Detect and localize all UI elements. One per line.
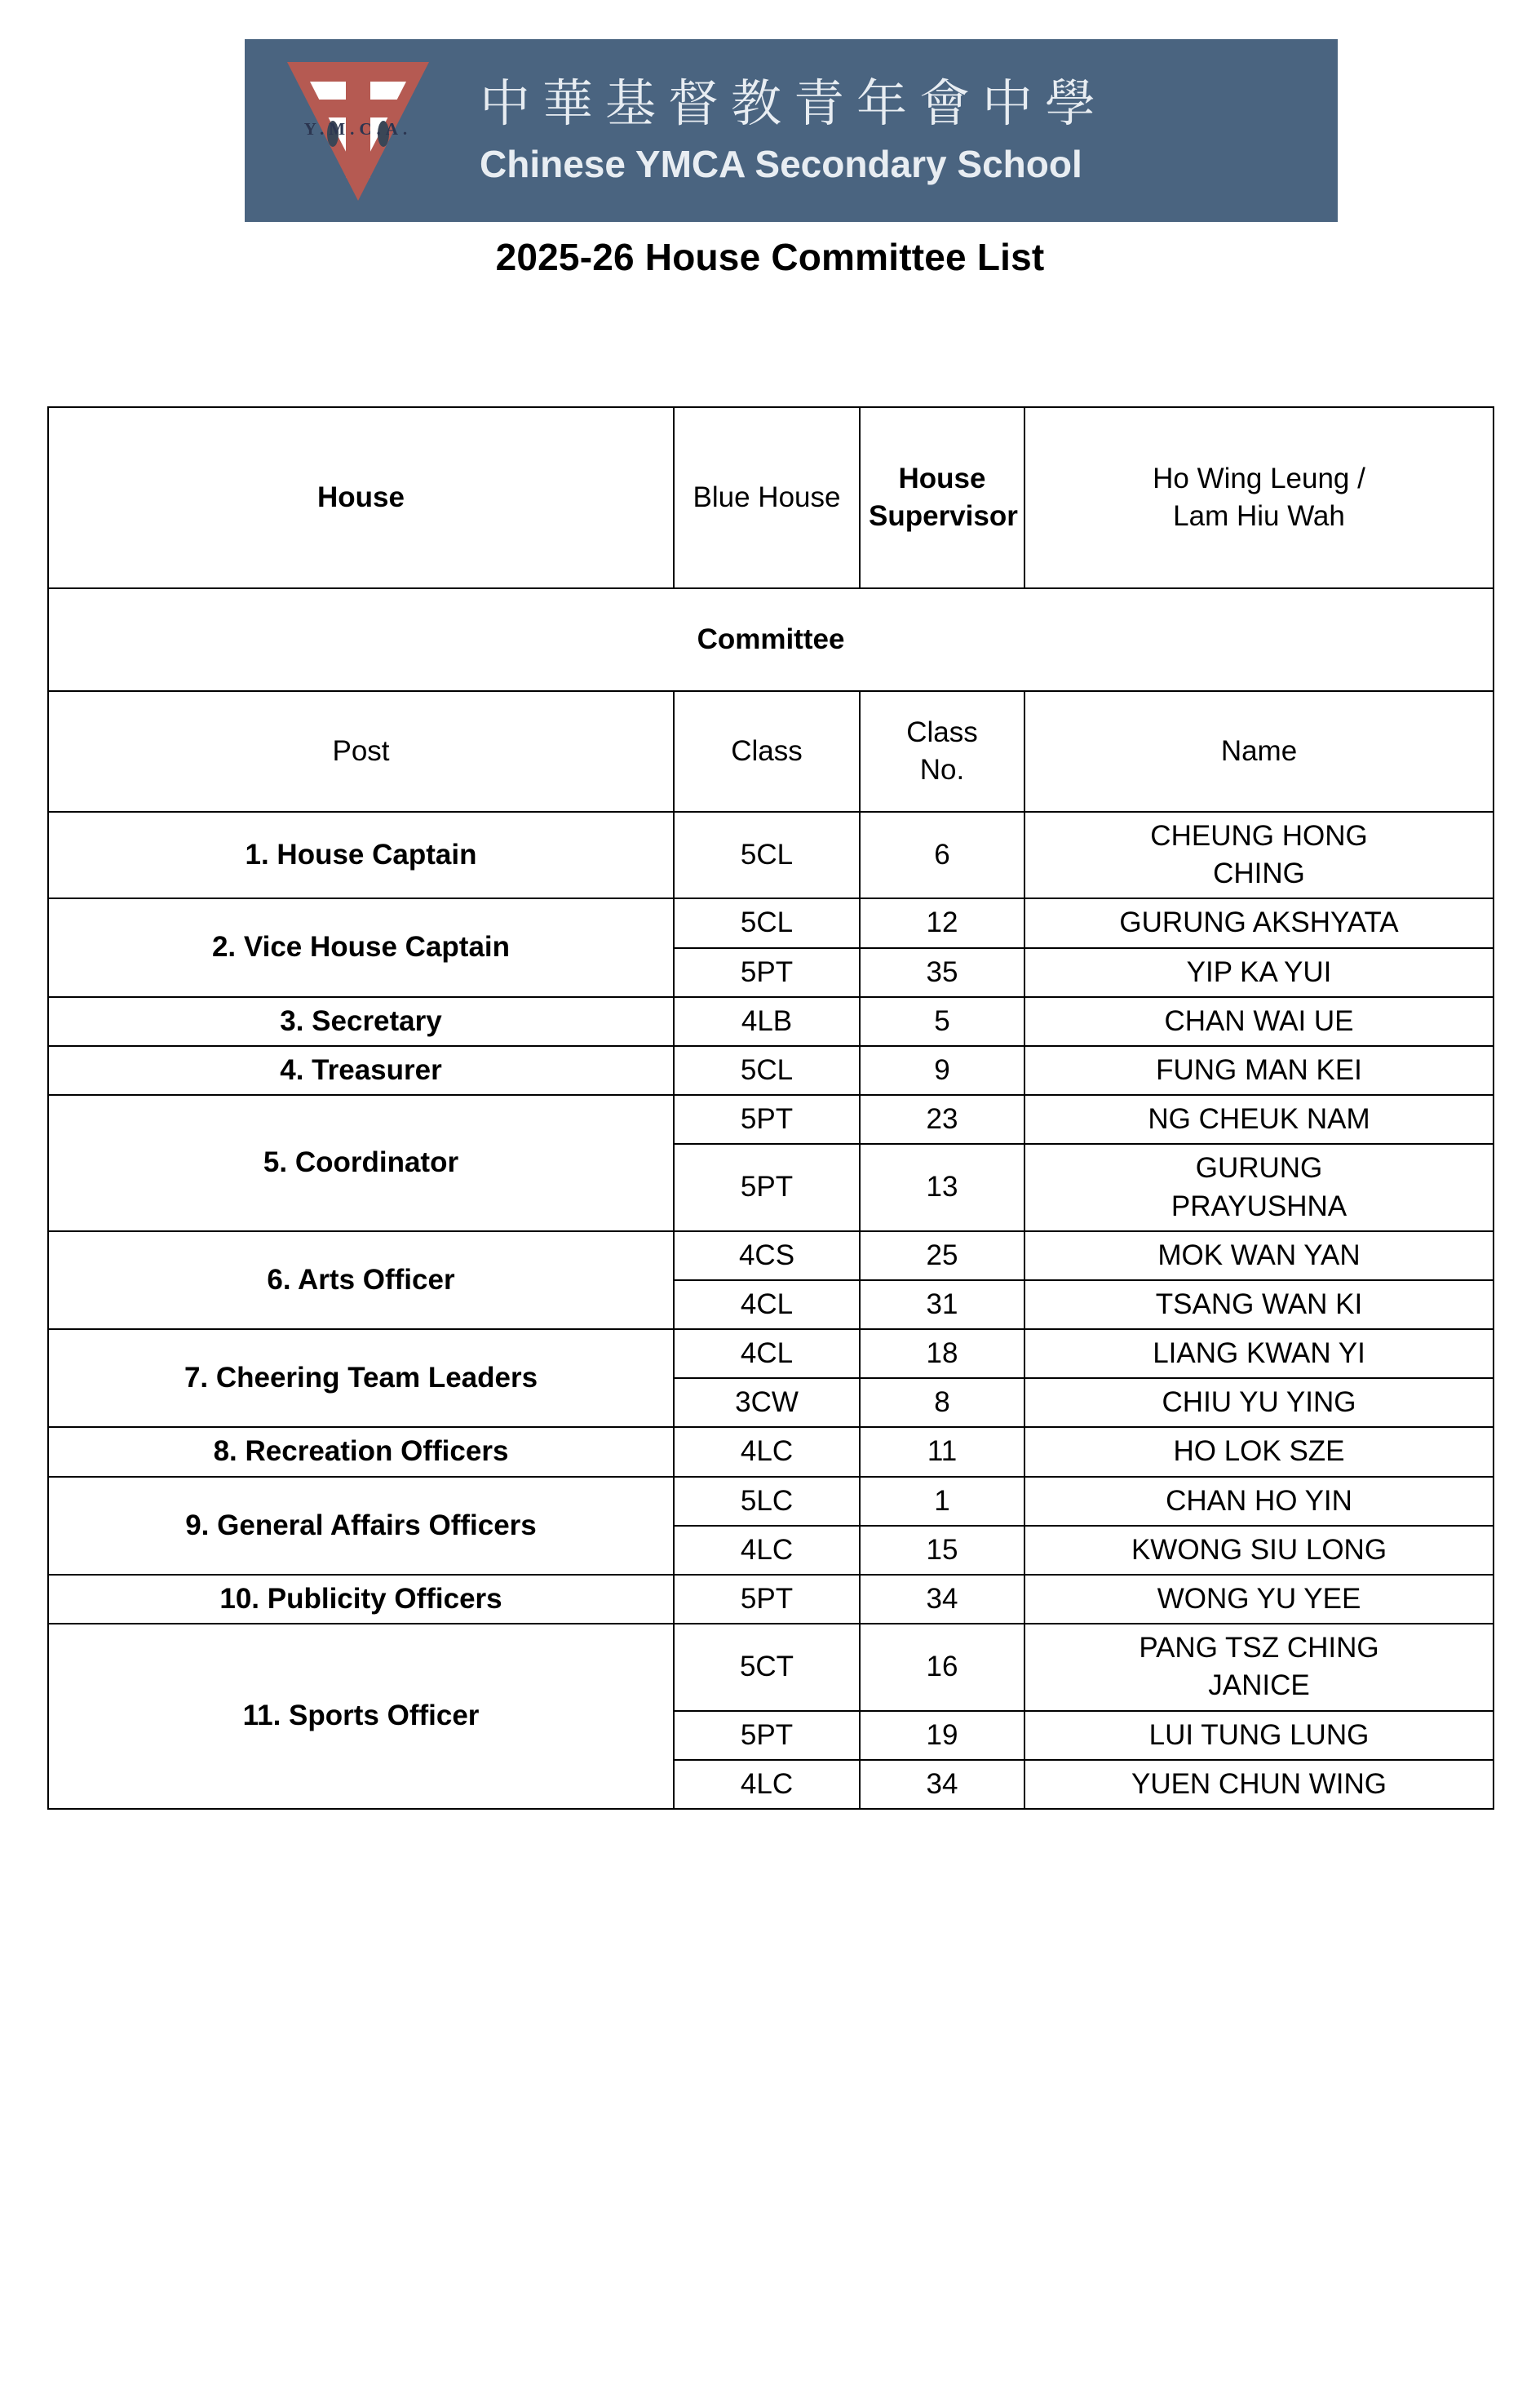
class-cell: 4CL (674, 1329, 860, 1378)
class-cell: 5LC (674, 1477, 860, 1526)
post-label: 2. Vice House Captain (211, 931, 511, 964)
name-line1: YIP KA YUI (1186, 955, 1332, 988)
class-cell: 5PT (674, 948, 860, 997)
name-line1: HO LOK SZE (1173, 1435, 1345, 1468)
class-no-cell: 12 (860, 898, 1024, 947)
committee-table-wrapper (47, 406, 1493, 1810)
class-no-cell: 13 (860, 1144, 1024, 1230)
house-committee-table (47, 406, 1494, 1810)
name-cell (1024, 1526, 1494, 1575)
name-line2: PRAYUSHNA (1170, 1190, 1348, 1222)
name-line1: LUI TUNG LUNG (1148, 1718, 1370, 1751)
name-cell (1024, 812, 1494, 898)
post-label: 11. Sports Officer (242, 1700, 480, 1732)
post-label: 10. Publicity Officers (219, 1583, 502, 1615)
name-line1: WONG YU YEE (1157, 1583, 1361, 1615)
school-name-chinese: 中華基督教青年會中學 (480, 73, 1109, 133)
name-line1: CHIU YU YING (1162, 1386, 1356, 1419)
name-line2: JANICE (1208, 1669, 1310, 1702)
post-cell (48, 898, 674, 996)
table-row (48, 1231, 1494, 1280)
class-cell: 5CL (674, 1046, 860, 1095)
name-line1: TSANG WAN KI (1155, 1288, 1363, 1320)
house-supervisor-label (860, 407, 1024, 588)
post-label: 7. Cheering Team Leaders (184, 1362, 538, 1394)
class-no-cell: 16 (860, 1624, 1024, 1710)
post-cell (48, 997, 674, 1046)
column-header-class-no (860, 691, 1024, 812)
house-label: House (48, 407, 674, 588)
class-no-cell: 34 (860, 1760, 1024, 1809)
class-no-cell: 11 (860, 1427, 1024, 1476)
house-supervisor-value-line1: Ho Wing Leung / (1153, 462, 1365, 494)
class-cell: 4LC (674, 1427, 860, 1476)
name-line1: PANG TSZ CHING (1139, 1632, 1379, 1664)
class-no-cell: 1 (860, 1477, 1024, 1526)
class-cell: 5PT (674, 1095, 860, 1144)
class-cell: 4LB (674, 997, 860, 1046)
name-line1: FUNG MAN KEI (1156, 1053, 1362, 1086)
table-row (48, 1477, 1494, 1526)
table-row (48, 812, 1494, 898)
house-supervisor-label-line1: House (898, 462, 986, 494)
ymca-logo-text: Y.M.C.A. (303, 119, 413, 139)
class-no-cell: 35 (860, 948, 1024, 997)
column-header-class: Class (674, 691, 860, 812)
name-line1: YUEN CHUN WING (1131, 1767, 1387, 1800)
name-line1: KWONG SIU LONG (1131, 1533, 1387, 1566)
house-info-row (48, 407, 1494, 588)
table-row (48, 1095, 1494, 1144)
name-line2: CHING (1213, 858, 1305, 890)
name-cell (1024, 1280, 1494, 1329)
column-header-row (48, 691, 1494, 812)
post-label: 4. Treasurer (280, 1053, 442, 1086)
name-line1: CHAN HO YIN (1166, 1484, 1352, 1517)
class-cell: 5PT (674, 1575, 860, 1624)
name-cell (1024, 898, 1494, 947)
class-no-cell: 9 (860, 1046, 1024, 1095)
school-banner (245, 39, 1338, 222)
post-label: 3. Secretary (280, 1004, 442, 1037)
class-no-cell: 19 (860, 1711, 1024, 1760)
column-header-name: Name (1024, 691, 1494, 812)
name-cell (1024, 1624, 1494, 1710)
name-line1: CHAN WAI UE (1164, 1004, 1354, 1037)
school-name-block (480, 74, 1108, 187)
class-cell: 5CT (674, 1624, 860, 1710)
name-line1: NG CHEUK NAM (1148, 1103, 1370, 1136)
name-cell (1024, 1477, 1494, 1526)
class-no-cell: 8 (860, 1378, 1024, 1427)
post-cell (48, 1624, 674, 1809)
post-cell (48, 1231, 674, 1329)
class-no-cell: 6 (860, 812, 1024, 898)
house-supervisor-value (1024, 407, 1494, 588)
column-header-post: Post (48, 691, 674, 812)
class-cell: 5PT (674, 1144, 860, 1230)
name-line1: MOK WAN YAN (1157, 1239, 1361, 1271)
class-cell: 5PT (674, 1711, 860, 1760)
house-value: Blue House (674, 407, 860, 588)
post-cell (48, 1095, 674, 1231)
name-cell (1024, 997, 1494, 1046)
column-header-class-no-line2: No. (919, 754, 965, 786)
school-name-english: Chinese YMCA Secondary School (480, 143, 1082, 186)
post-label: 6. Arts Officer (267, 1263, 455, 1296)
table-row (48, 898, 1494, 947)
name-cell (1024, 1046, 1494, 1095)
class-no-cell: 5 (860, 997, 1024, 1046)
house-supervisor-label-line2: Supervisor (869, 500, 1018, 532)
table-row (48, 1046, 1494, 1095)
table-row (48, 997, 1494, 1046)
class-cell: 3CW (674, 1378, 860, 1427)
name-cell (1024, 1231, 1494, 1280)
page-title: 2025-26 House Committee List (495, 236, 1045, 278)
class-cell: 4CL (674, 1280, 860, 1329)
name-line1: GURUNG AKSHYATA (1119, 906, 1399, 939)
post-cell (48, 1575, 674, 1624)
ymca-logo (272, 49, 444, 212)
name-line1: GURUNG (1195, 1152, 1323, 1185)
class-no-cell: 34 (860, 1575, 1024, 1624)
name-cell (1024, 1095, 1494, 1144)
post-cell (48, 1477, 674, 1575)
class-no-cell: 23 (860, 1095, 1024, 1144)
name-cell (1024, 1427, 1494, 1476)
class-cell: 4LC (674, 1760, 860, 1809)
class-cell: 4LC (674, 1526, 860, 1575)
name-line1: LIANG KWAN YI (1153, 1337, 1365, 1370)
table-row (48, 1329, 1494, 1378)
post-label: 1. House Captain (245, 839, 477, 871)
post-label: 5. Coordinator (263, 1146, 459, 1179)
class-no-cell: 31 (860, 1280, 1024, 1329)
table-row (48, 1575, 1494, 1624)
name-cell (1024, 948, 1494, 997)
name-cell (1024, 1378, 1494, 1427)
name-cell (1024, 1575, 1494, 1624)
class-cell: 5CL (674, 812, 860, 898)
committee-section-label: Committee (48, 588, 1494, 691)
column-header-class-no-line1: Class (906, 716, 978, 748)
name-cell (1024, 1760, 1494, 1809)
post-label: 8. Recreation Officers (213, 1435, 509, 1468)
name-cell (1024, 1144, 1494, 1230)
committee-section-row (48, 588, 1494, 691)
name-line1: CHEUNG HONG (1150, 820, 1368, 852)
name-cell (1024, 1329, 1494, 1378)
class-no-cell: 25 (860, 1231, 1024, 1280)
post-cell (48, 1046, 674, 1095)
post-cell (48, 1427, 674, 1476)
name-cell (1024, 1711, 1494, 1760)
table-row (48, 1427, 1494, 1476)
house-supervisor-value-line2: Lam Hiu Wah (1173, 500, 1345, 532)
class-cell: 4CS (674, 1231, 860, 1280)
class-no-cell: 18 (860, 1329, 1024, 1378)
post-cell (48, 812, 674, 898)
table-row (48, 1624, 1494, 1710)
post-cell (48, 1329, 674, 1427)
post-label: 9. General Affairs Officers (185, 1509, 537, 1541)
class-cell: 5CL (674, 898, 860, 947)
class-no-cell: 15 (860, 1526, 1024, 1575)
